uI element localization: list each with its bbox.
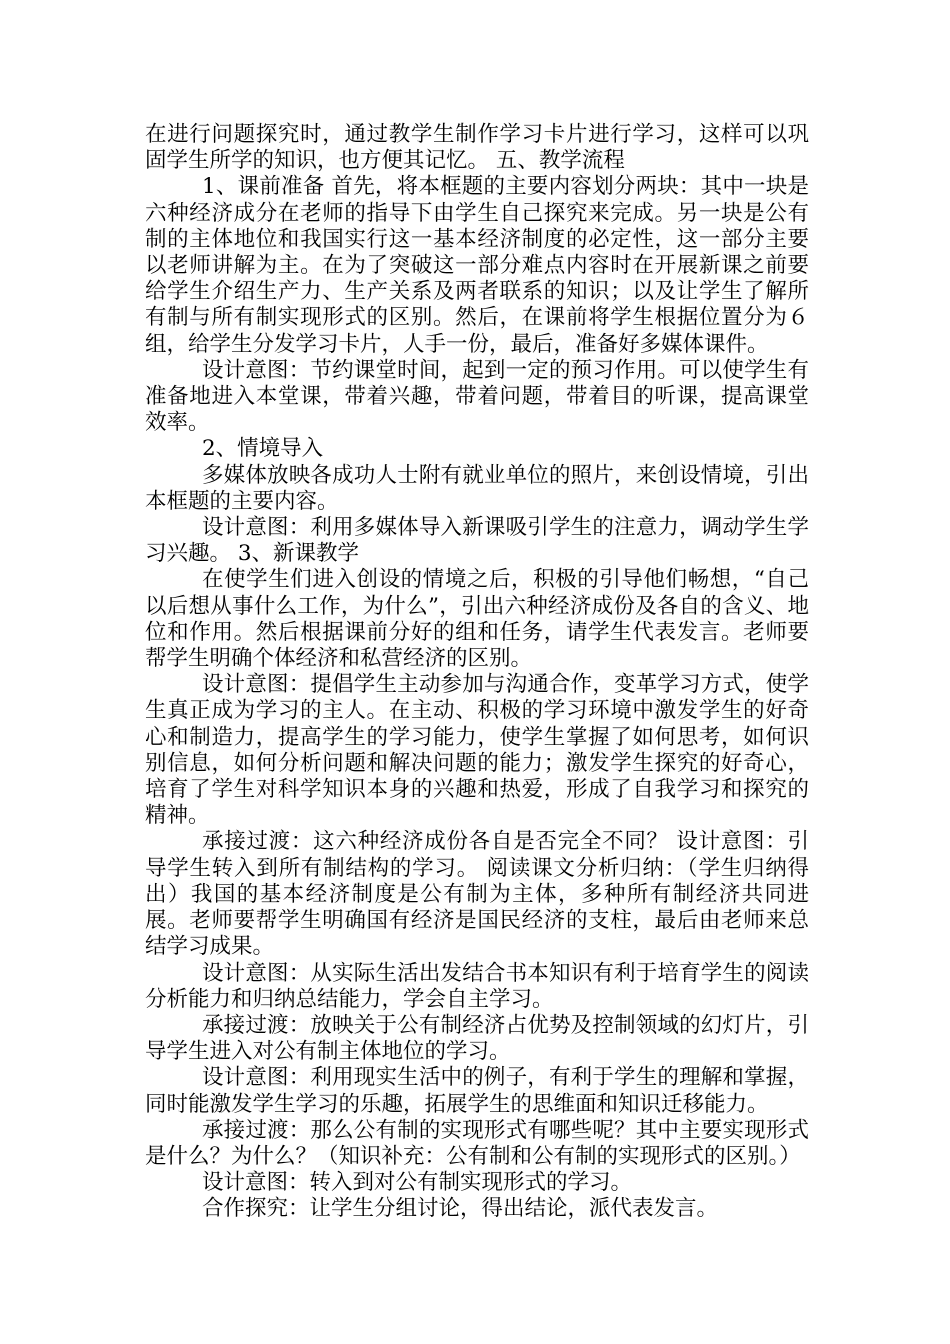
paragraph-design-intent-5: 设计意图：利用现实生活中的例子，有利于学生的理解和掌握，同时能激发学生学习的乐趣，拓展学生的思维面和知识迁移能力。 <box>145 1065 809 1117</box>
paragraph-multimedia: 多媒体放映各成功人士附有就业单位的照片，来创设情境，引出本框题的主要内容。 <box>145 462 809 514</box>
paragraph-design-intent-3: 设计意图：提倡学生主动参加与沟通合作，变革学习方式，使学生真正成为学习的主人。在主动、积极的学习环境中激发学生的好奇心和制造力，提高学生的学习能力，使学生掌握了如何思考，如何识别信息，如何分析问题和解决问题的能力；激发学生探究的好奇心，培育了学生对科学知识本身的兴趣和热爱，形成了自我学习和探究的精神。 <box>145 672 809 829</box>
paragraph-transition-2: 承接过渡：放映关于公有制经济占优势及控制领域的幻灯片，引导学生进入对公有制主体地位的学习。 <box>145 1012 809 1065</box>
paragraph-heading-situation: 2、情境导入 <box>202 436 324 462</box>
paragraph-cooperative-inquiry: 合作探究：让学生分组讨论，得出结论，派代表发言。 <box>202 1196 719 1222</box>
paragraph-transition-1: 承接过渡：这六种经济成份各自是否完全不同？ 设计意图：引导学生转入到所有制结构的学习。 阅读课文分析归纳：（学生归纳得出）我国的基本经济制度是公有制为主体，多种所有制经济共同进展。老师要帮学生明确国有经济是国民经济的支柱，最后由老师来总结学习成果。 <box>145 829 809 960</box>
paragraph-intro: 在进行问题探究时，通过教学生制作学习卡片进行学习，这样可以巩固学生所学的知识，也方便其记忆。 五、教学流程 <box>145 122 809 174</box>
paragraph-transition-3: 承接过渡：那么公有制的实现形式有哪些呢？其中主要实现形式是什么？为什么？（知识补充：公有制和公有制的实现形式的区别。） <box>145 1117 809 1169</box>
paragraph-design-intent-2: 设计意图：利用多媒体导入新课吸引学生的注意力，调动学生学习兴趣。 3、新课教学 <box>145 515 809 567</box>
paragraph-design-intent-6: 设计意图：转入到对公有制实现形式的学习。 <box>202 1170 633 1196</box>
paragraph-new-lesson: 在使学生们进入创设的情境之后，积极的引导他们畅想，“自己以后想从事什么工作，为什么”，引出六种经济成份及各自的含义、地位和作用。然后根据课前分好的组和任务，请学生代表发言。老师要帮学生明确个体经济和私营经济的区别。 <box>145 567 809 672</box>
paragraph-design-intent-1: 设计意图：节约课堂时间，起到一定的预习作用。可以使学生有准备地进入本堂课，带着兴趣，带着问题，带着目的听课，提高课堂效率。 <box>145 357 809 436</box>
document-body <box>145 122 809 1223</box>
paragraph-class-preparation: 1、课前准备 首先，将本框题的主要内容划分两块：其中一块是六种经济成分在老师的指导下由学生自己探究来完成。另一块是公有制的主体地位和我国实行这一基本经济制度的必定性，这一部分主要以老师讲解为主。在为了突破这一部分难点内容时在开展新课之前要给学生介绍生产力、生产关系及两者联系的知识；以及让学生了解所有制与所有制实现形式的区别。然后，在课前将学生根据位置分为６组，给学生分发学习卡片，人手一份，最后，准备好多媒体课件。 <box>145 174 809 357</box>
paragraph-design-intent-4: 设计意图：从实际生活出发结合书本知识有利于培育学生的阅读分析能力和归纳总结能力，学会自主学习。 <box>145 960 809 1012</box>
